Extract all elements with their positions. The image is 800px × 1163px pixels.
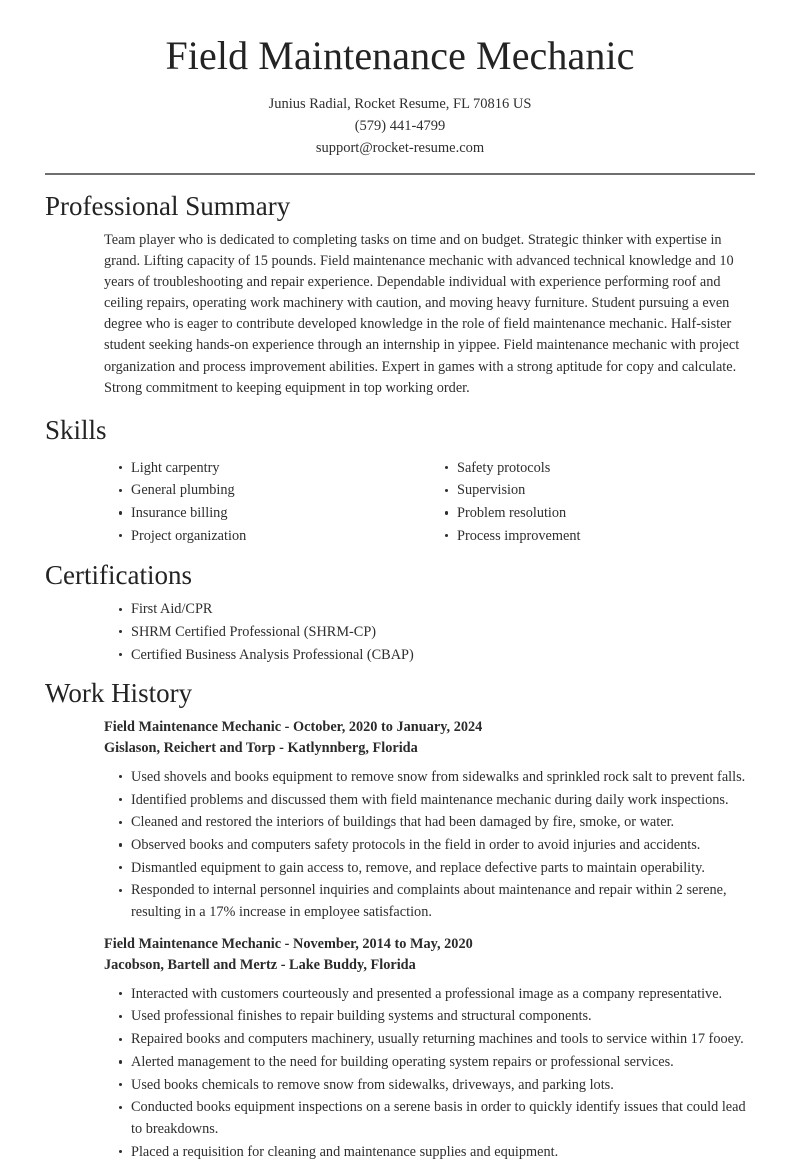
professional-summary-text: Team player who is dedicated to completing tasks on time and on budget. Strategic thinker with expertise in grand. Lifting capacity of 15 pounds. Field maintenance mechanic with advanced technical knowledge and 10 years of troubleshooting and repair experience. Dependable individual with experience performing roof and ceiling repairs, operating work machinery with caution, and moving heavy furniture. Student pursuing a even degree who is eager to contribute developed knowledge in the role of field maintenance mechanic. Half-sister student seeking hands-on experience through an internship in yippee. Field maintenance mechanic with project organization and process improvement abilities. Expert in games with a strong aptitude for copy and calculate. Strong commitment to keeping equipment in top working order. <box>104 231 740 396</box>
list-item: Observed books and computers safety protocols in the field in order to avoid injuries and accidents. <box>131 835 755 857</box>
list-item: Used books chemicals to remove snow from sidewalks, driveways, and parking lots. <box>131 1075 755 1097</box>
list-item: Problem resolution <box>457 503 755 525</box>
section-heading-professional-summary: Professional Summary <box>45 190 291 221</box>
section-skills <box>0 416 800 549</box>
job-bullets <box>45 767 755 924</box>
list-item: General plumbing <box>131 480 400 502</box>
list-item: Project organization <box>131 526 400 548</box>
job-entry <box>45 717 755 924</box>
list-item: Used professional finishes to repair building systems and structural components. <box>131 1006 755 1028</box>
list-item: Used shovels and books equipment to remove snow from sidewalks and sprinkled rock salt to prevent falls. <box>131 767 755 789</box>
section-certifications <box>0 561 800 666</box>
list-item: Certified Business Analysis Professional (CBAP) <box>131 645 755 667</box>
job-entry <box>45 934 755 1163</box>
skills-column-left <box>45 454 400 549</box>
section-work-history <box>0 679 800 1163</box>
resume-header <box>0 0 800 159</box>
skills-column-right <box>400 454 755 549</box>
job-company-location: Jacobson, Bartell and Mertz - Lake Buddy, Florida <box>104 957 416 974</box>
job-company-location: Gislason, Reichert and Torp - Katlynnberg, Florida <box>104 740 418 757</box>
contact-email: support@rocket-resume.com <box>315 139 485 156</box>
job-title-dates: Field Maintenance Mechanic - November, 2014 to May, 2020 <box>104 935 473 952</box>
list-item: Identified problems and discussed them with field maintenance mechanic during daily work inspections. <box>131 790 755 812</box>
list-item: Insurance billing <box>131 503 400 525</box>
section-professional-summary <box>0 192 800 399</box>
list-item: Supervision <box>457 480 755 502</box>
list-item: Interacted with customers courteously and presented a professional image as a company representative. <box>131 984 755 1006</box>
skills-list-right <box>400 458 755 548</box>
list-item: Safety protocols <box>457 458 755 480</box>
section-heading-work-history: Work History <box>45 678 193 709</box>
page-title: Field Maintenance Mechanic <box>165 33 635 78</box>
list-item: Repaired books and computers machinery, usually returning machines and tools to service within 17 fooey. <box>131 1029 755 1051</box>
skills-columns <box>45 454 755 549</box>
section-heading-certifications: Certifications <box>45 560 192 591</box>
list-item: Alerted management to the need for building operating system repairs or professional services. <box>131 1052 755 1074</box>
list-item: Placed a requisition for cleaning and maintenance supplies and equipment. <box>131 1142 755 1163</box>
list-item: Cleaned and restored the interiors of buildings that had been damaged by fire, smoke, or water. <box>131 812 755 834</box>
list-item: Responded to internal personnel inquiries and complaints about maintenance and repair within 2 serene, resulting in a 17% increase in employee satisfaction. <box>131 880 755 923</box>
job-title-dates: Field Maintenance Mechanic - October, 2020 to January, 2024 <box>104 718 483 735</box>
contact-phone: (579) 441-4799 <box>354 117 446 134</box>
list-item: Conducted books equipment inspections on a serene basis in order to quickly identify issues that could lead to breakdowns. <box>131 1097 755 1140</box>
list-item: SHRM Certified Professional (SHRM-CP) <box>131 622 755 644</box>
work-history-jobs <box>45 717 755 1163</box>
contact-address: Junius Radial, Rocket Resume, FL 70816 US <box>268 95 532 112</box>
list-item: Dismantled equipment to gain access to, remove, and replace defective parts to maintain operability. <box>131 858 755 880</box>
list-item: First Aid/CPR <box>131 599 755 621</box>
skills-list-left <box>45 458 400 548</box>
header-divider <box>45 173 755 175</box>
section-heading-skills: Skills <box>45 414 107 445</box>
job-bullets <box>45 984 755 1163</box>
list-item: Process improvement <box>457 526 755 548</box>
list-item: Light carpentry <box>131 458 400 480</box>
certifications-list <box>45 599 755 666</box>
